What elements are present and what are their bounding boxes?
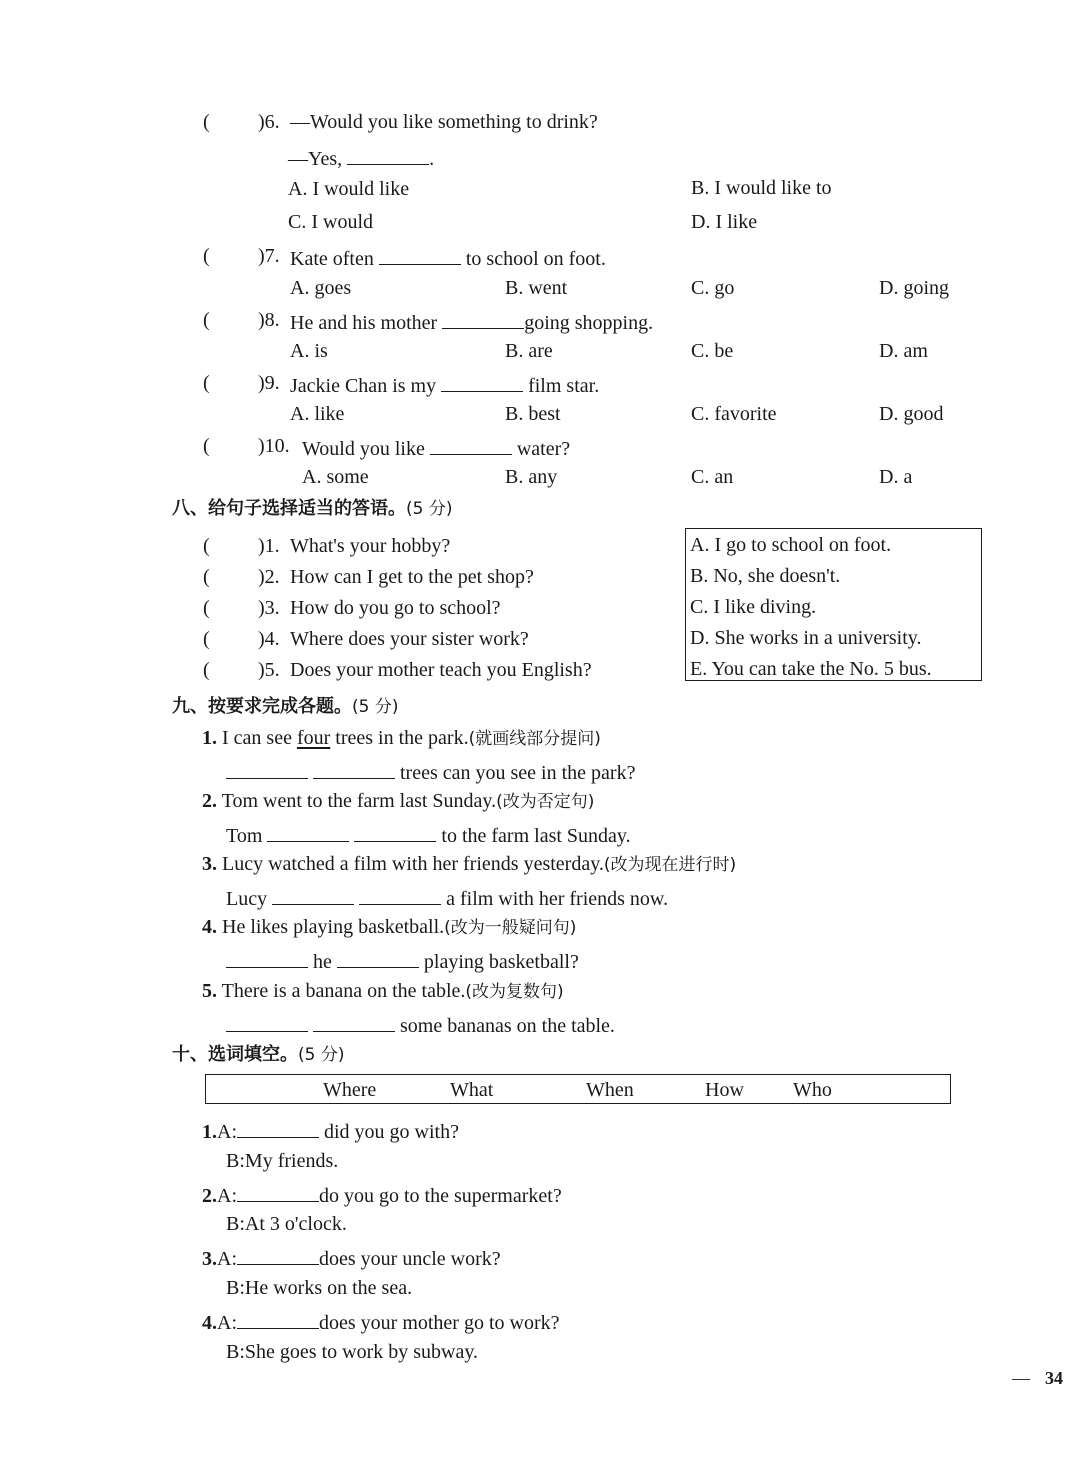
dialogue-2-b: B:At 3 o'clock. [226, 1213, 347, 1235]
option-a: A. is [290, 340, 328, 362]
option-b: B. are [505, 340, 553, 362]
option-b: B. best [505, 403, 561, 425]
answer-blank[interactable] [272, 886, 354, 905]
answer-option-d: D. She works in a university. [690, 627, 922, 649]
word-bank-item: When [586, 1079, 634, 1101]
answer-blank[interactable] [347, 146, 429, 165]
option-a: A. some [302, 466, 369, 488]
answer-blank[interactable] [237, 1246, 319, 1265]
dialogue-3-a: 3.A: does your uncle work? [202, 1248, 501, 1270]
option-b: B. went [505, 277, 568, 299]
option-c: C. go [691, 277, 735, 299]
dialogue-2-a: 2.A: do you go to the supermarket? [202, 1185, 562, 1207]
footer-dash: — [1012, 1368, 1030, 1388]
answer-blank[interactable] [237, 1119, 319, 1138]
answer-blank[interactable] [442, 310, 524, 329]
section-heading: 八、给句子选择适当的答语。(5 分) [172, 498, 453, 519]
answer-blank[interactable] [337, 949, 419, 968]
answer-paren: ( [203, 659, 210, 681]
dialogue-3-b: B:He works on the sea. [226, 1277, 413, 1299]
option-c: C. I would [288, 211, 373, 233]
answer-blank[interactable] [226, 949, 308, 968]
page-number: 34 [1045, 1368, 1063, 1388]
question-number: )9. [258, 372, 280, 394]
task-5-answer: some bananas on the table. [226, 1013, 615, 1036]
task-2: 2. Tom went to the farm last Sunday.(改为否定句) [202, 790, 595, 812]
answer-blank[interactable] [226, 760, 308, 779]
option-a: A. I would like [288, 178, 410, 200]
question-stem: Jackie Chan is my film star. [290, 375, 600, 397]
answer-blank[interactable] [313, 1013, 395, 1032]
word-bank-item: Who [793, 1079, 832, 1101]
answer-blank[interactable] [441, 373, 523, 392]
dialogue-4-a: 4.A: does your mother go to work? [202, 1312, 560, 1334]
question-number: )1. [258, 535, 280, 557]
answer-paren: ( [203, 111, 210, 133]
option-a: A. goes [290, 277, 352, 299]
task-4: 4. He likes playing basketball.(改为一般疑问句) [202, 916, 577, 938]
dialogue-1-a: 1.A: did you go with? [202, 1121, 459, 1143]
task-3-answer: Lucy a film with her friends now. [226, 888, 669, 910]
question-number: )10. [258, 435, 290, 457]
option-d: D. good [879, 403, 944, 425]
answer-paren: ( [203, 597, 210, 619]
answer-blank[interactable] [379, 246, 461, 265]
option-d: D. I like [691, 211, 758, 233]
option-d: D. going [879, 277, 949, 299]
answer-paren: ( [203, 372, 210, 394]
question-stem: —Would you like something to drink? [290, 111, 598, 133]
task-4-answer: he playing basketball? [226, 949, 579, 972]
option-c: C. an [691, 466, 734, 488]
task-5: 5. There is a banana on the table.(改为复数句) [202, 980, 564, 1002]
question-text: Does your mother teach you English? [290, 659, 592, 681]
task-3: 3. Lucy watched a film with her friends yesterday.(改为现在进行时) [202, 853, 737, 875]
question-text: How can I get to the pet shop? [290, 566, 534, 588]
word-bank-item: Where [323, 1079, 377, 1101]
answer-blank[interactable] [354, 823, 436, 842]
answer-paren: ( [203, 628, 210, 650]
answer-blank[interactable] [267, 823, 349, 842]
option-c: C. be [691, 340, 734, 362]
answer-option-c: C. I like diving. [690, 596, 817, 618]
word-bank-item: What [450, 1079, 494, 1101]
answer-blank[interactable] [237, 1183, 319, 1202]
section-heading: 十、选词填空。(5 分) [172, 1044, 345, 1065]
option-b: B. any [505, 466, 558, 488]
dialogue-1-b: B:My friends. [226, 1150, 339, 1172]
answer-option-a: A. I go to school on foot. [690, 534, 892, 556]
question-number: )8. [258, 309, 280, 331]
underlined-word: four [296, 727, 331, 749]
option-d: D. a [879, 466, 913, 488]
section-heading: 九、按要求完成各题。(5 分) [172, 696, 399, 717]
reply-line: —Yes, . [288, 148, 435, 170]
question-text: Where does your sister work? [290, 628, 529, 650]
question-number: )5. [258, 659, 280, 681]
question-stem: Would you like water? [302, 438, 571, 460]
question-number: )6. [258, 111, 280, 133]
question-text: What's your hobby? [290, 535, 451, 557]
answer-paren: ( [203, 245, 210, 267]
answer-blank[interactable] [237, 1310, 319, 1329]
answer-blank[interactable] [359, 886, 441, 905]
task-2-answer: Tom to the farm last Sunday. [226, 825, 631, 847]
option-c: C. favorite [691, 403, 777, 425]
option-d: D. am [879, 340, 928, 362]
answer-paren: ( [203, 435, 210, 457]
question-number: )3. [258, 597, 280, 619]
answer-option-b: B. No, she doesn't. [690, 565, 841, 587]
answer-paren: ( [203, 566, 210, 588]
answer-paren: ( [203, 309, 210, 331]
question-stem: Kate often to school on foot. [290, 248, 606, 270]
option-a: A. like [290, 403, 345, 425]
answer-blank[interactable] [226, 1013, 308, 1032]
question-number: )2. [258, 566, 280, 588]
word-bank-item: How [705, 1079, 744, 1101]
question-stem: He and his mother going shopping. [290, 312, 654, 334]
word-bank-box [205, 1074, 951, 1104]
question-number: )7. [258, 245, 280, 267]
answer-blank[interactable] [430, 436, 512, 455]
question-text: How do you go to school? [290, 597, 501, 619]
question-number: )4. [258, 628, 280, 650]
task-1-answer: trees can you see in the park? [226, 760, 635, 783]
task-1: 1. I can see four trees in the park.(就画线部分提问) [202, 727, 601, 749]
option-b: B. I would like to [691, 177, 832, 199]
answer-paren: ( [203, 535, 210, 557]
dialogue-4-b: B:She goes to work by subway. [226, 1341, 479, 1363]
answer-blank[interactable] [313, 760, 395, 779]
answer-option-e: E. You can take the No. 5 bus. [690, 658, 932, 680]
